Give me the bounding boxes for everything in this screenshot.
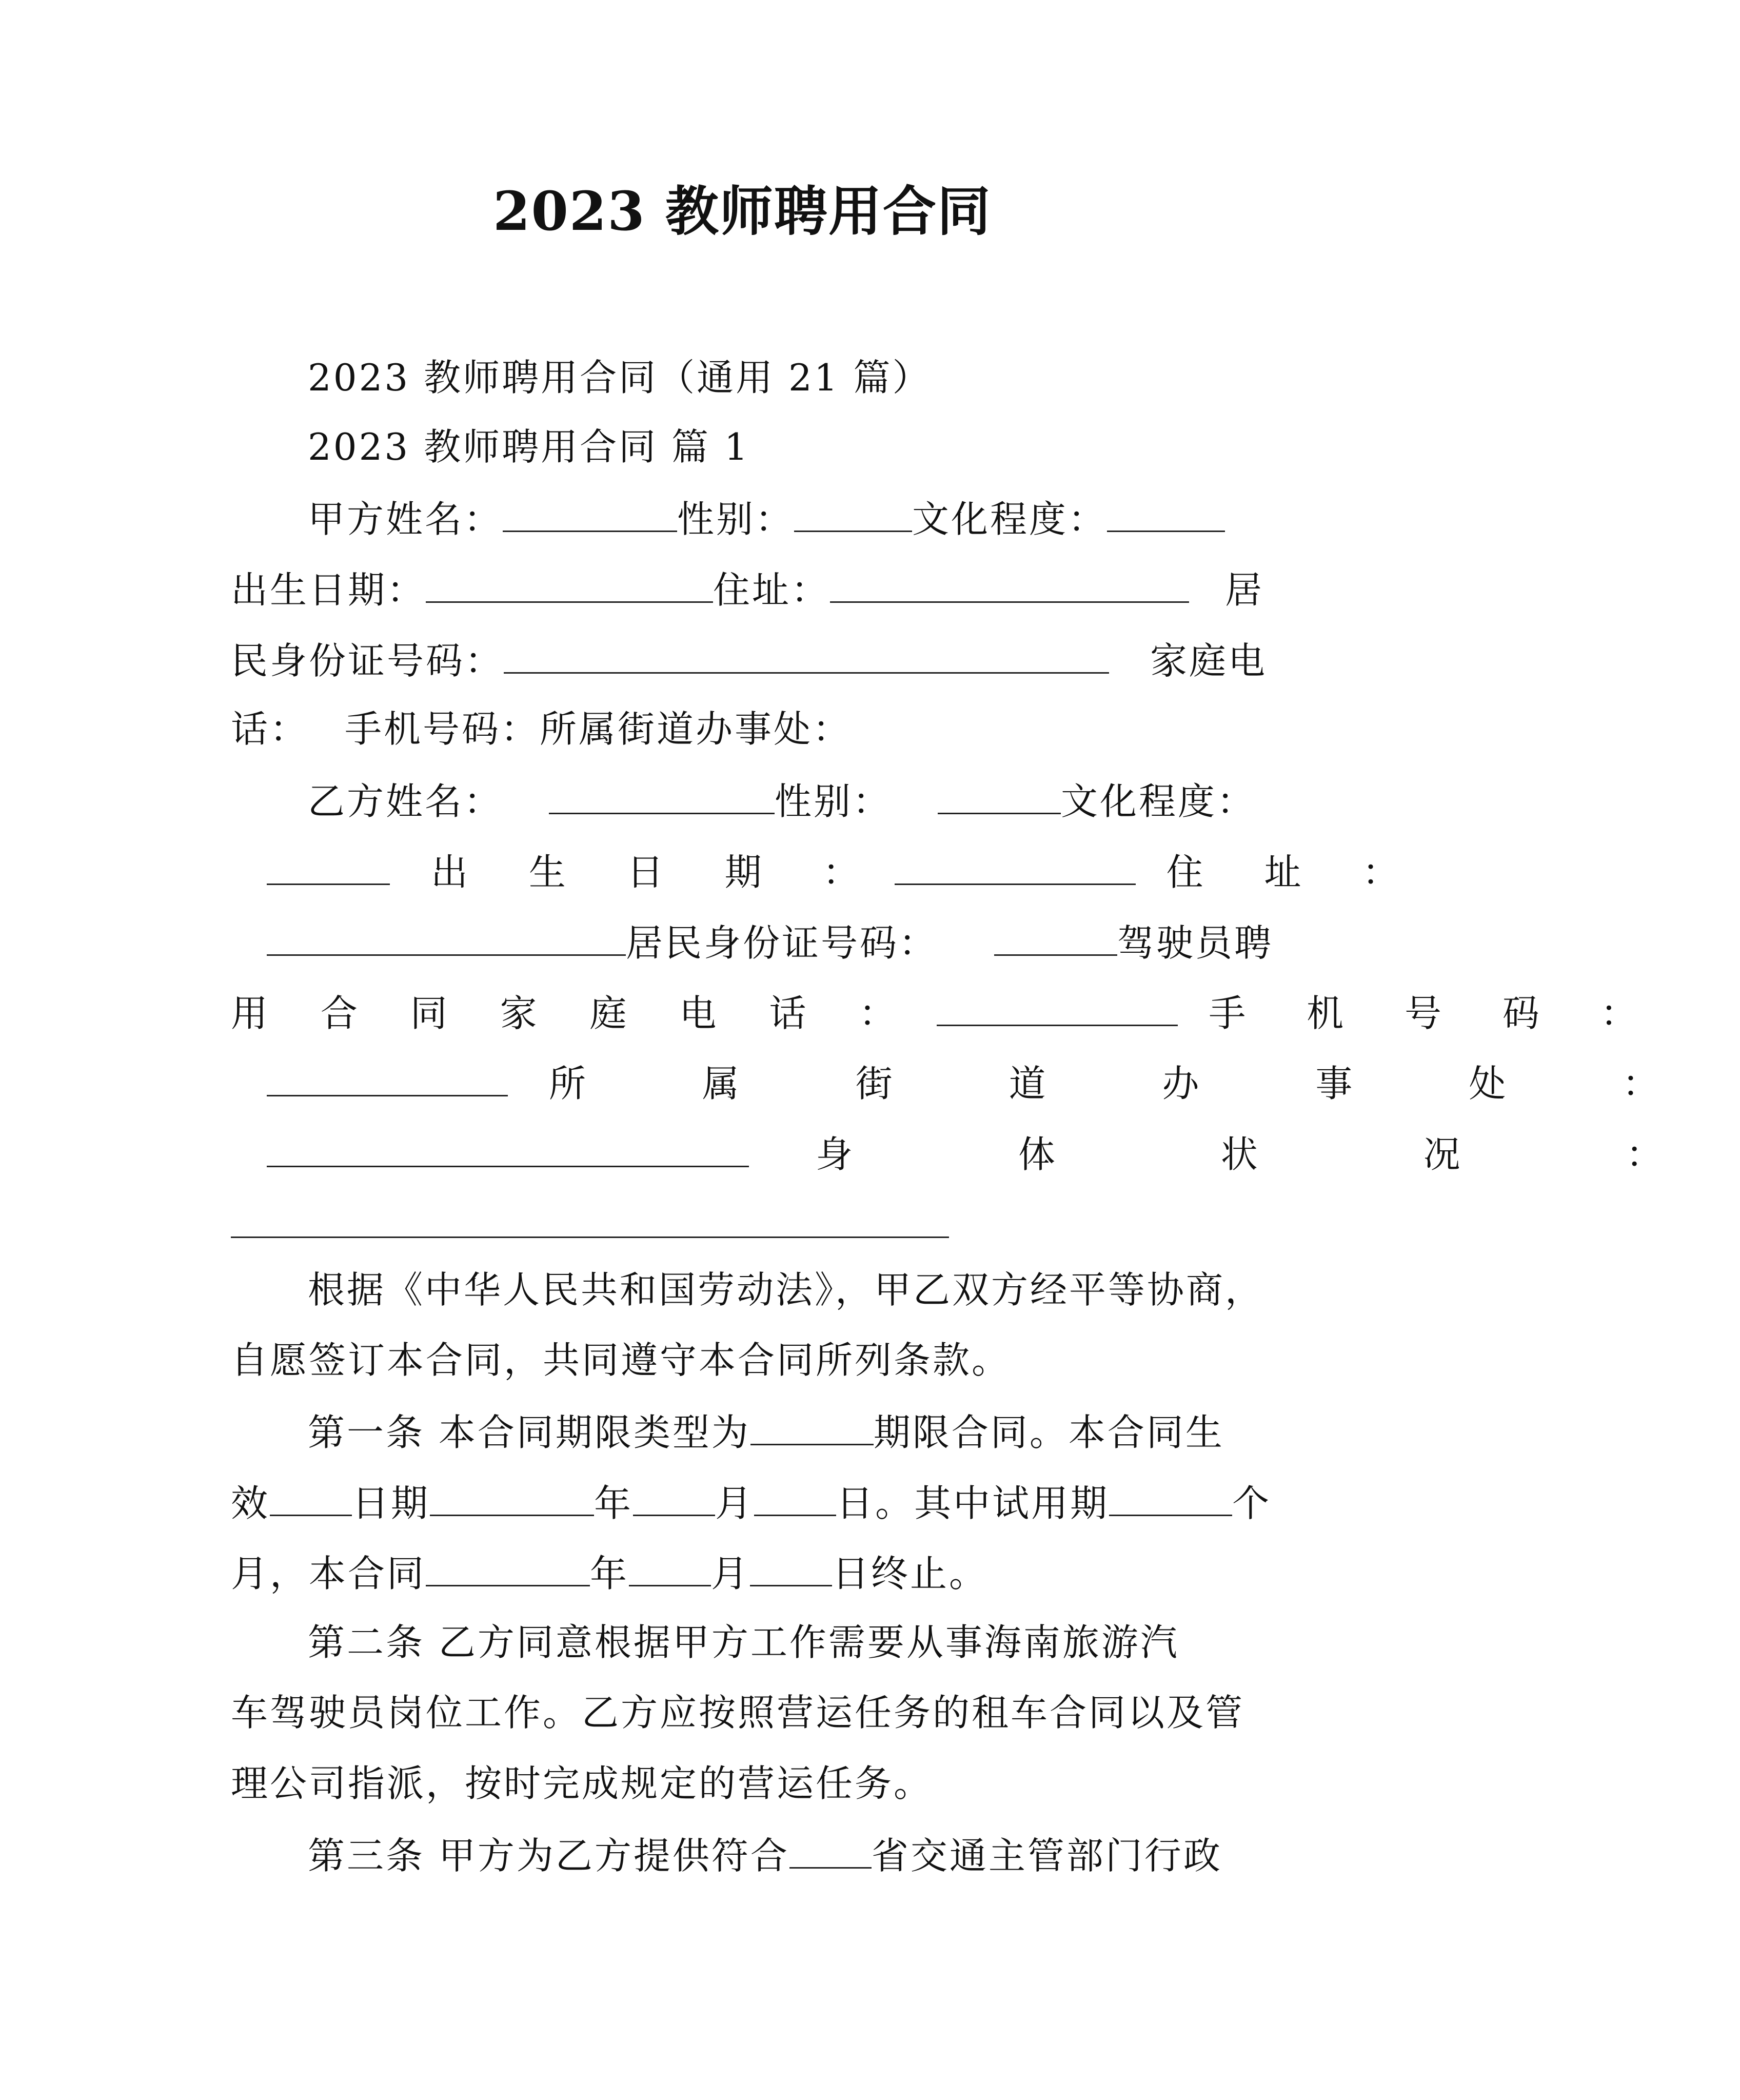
start-month-label: 月: [715, 1482, 755, 1525]
end-day-blank[interactable]: [750, 1553, 832, 1586]
party-b-health-blank[interactable]: [231, 1237, 949, 1238]
article-2-line-2: 车驾驶员岗位工作。乙方应按照营运任务的租车合同以及管: [231, 1691, 1245, 1734]
party-b-health-label: 身 体 状 况 ：: [816, 1133, 1740, 1176]
party-a-name-label: 甲方姓名：: [308, 498, 503, 541]
party-b-line-2: [231, 851, 1424, 894]
party-b-mobile-label: 手 机 号 码 ：: [1209, 992, 1662, 1035]
party-a-address-label: 住址：: [713, 568, 831, 612]
end-day-label: 日终止。: [832, 1552, 988, 1595]
document-title: 2023 教师聘用合同: [493, 180, 992, 243]
party-b-education-blank[interactable]: [267, 852, 390, 885]
party-a-line-1: [308, 498, 1267, 541]
party-b-education-label: 文化程度：: [1061, 780, 1256, 823]
party-b-line-1: [308, 780, 1267, 823]
probation-label: 日。其中试用期: [836, 1482, 1110, 1525]
party-a-gender-label: 性别：: [677, 498, 795, 541]
article-3-text-a: 第三条 甲方为乙方提供符合: [308, 1834, 789, 1877]
party-b-line-4: [231, 992, 1662, 1035]
start-year-label: 年: [594, 1482, 634, 1525]
party-a-id-blank[interactable]: [504, 640, 1109, 674]
article-1-end-label: 月，本合同: [231, 1552, 426, 1595]
party-a-mobile-office-labels: 手机号码：所属街道办事处：: [345, 708, 852, 751]
probation-months-blank[interactable]: [1109, 1483, 1232, 1516]
article-3-line-1: [308, 1834, 1267, 1877]
start-day-blank[interactable]: [754, 1483, 836, 1516]
party-b-name-label: 乙方姓名：: [308, 780, 503, 823]
document-subtitle: 2023 教师聘用合同（通用 21 篇）: [308, 356, 932, 399]
start-month-blank[interactable]: [633, 1483, 715, 1516]
party-a-line-4: [231, 708, 1267, 751]
party-b-mobile-blank[interactable]: [267, 1063, 508, 1096]
party-a-name-blank[interactable]: [503, 499, 677, 532]
end-month-label: 月: [711, 1552, 750, 1595]
party-b-line-3: [231, 921, 1274, 965]
party-b-gender-blank[interactable]: [938, 781, 1061, 814]
party-b-line-6: [231, 1133, 1740, 1176]
party-b-name-blank[interactable]: [549, 781, 775, 814]
party-a-gender-blank[interactable]: [794, 499, 912, 532]
end-month-blank[interactable]: [629, 1553, 711, 1586]
article-2-line-3: 理公司指派，按时完成规定的营运任务。: [231, 1762, 933, 1805]
party-b-id-label: 居民身份证号码：: [626, 921, 938, 965]
probation-unit-label: 个: [1232, 1482, 1272, 1525]
party-b-office-blank[interactable]: [267, 1134, 749, 1167]
party-a-home-phone-label: 话：: [231, 708, 309, 751]
party-b-home-phone-blank[interactable]: [937, 993, 1178, 1026]
article-2-line-1: 第二条 乙方同意根据甲方工作需要从事海南旅游汽: [308, 1621, 1179, 1664]
party-b-home-phone-label: 用 合 同 家 庭 电 话 ：: [231, 992, 917, 1035]
party-b-birth-blank[interactable]: [895, 852, 1136, 885]
article-3-text-b: 省交通主管部门行政: [871, 1834, 1222, 1877]
party-b-birth-label: 出 生 日 期 ：: [431, 851, 884, 894]
party-a-home-phone-label-start: 家庭电: [1150, 639, 1268, 682]
article-1-line-3: [231, 1552, 1267, 1595]
start-year-blank[interactable]: [430, 1483, 594, 1516]
section-heading: 2023 教师聘用合同 篇 1: [308, 425, 750, 468]
party-a-education-blank[interactable]: [1107, 499, 1225, 532]
party-a-line-3: [231, 639, 1268, 682]
article-1-text-a: 第一条 本合同期限类型为: [308, 1411, 750, 1454]
end-year-blank[interactable]: [426, 1553, 590, 1586]
party-a-id-label-start: 居: [1225, 568, 1264, 612]
article-1-line-2: [231, 1482, 1272, 1525]
article-1-line-1: [308, 1411, 1267, 1454]
party-a-birth-label: 出生日期：: [231, 568, 426, 612]
party-b-address-label: 住 址 ：: [1166, 851, 1424, 894]
party-b-address-blank[interactable]: [267, 923, 626, 956]
party-b-office-label: 所 属 街 道 办 事 处 ：: [549, 1062, 1712, 1105]
party-a-birth-blank[interactable]: [426, 570, 713, 603]
party-b-line-5: [231, 1062, 1712, 1105]
party-b-driver-label-start: 驾驶员聘: [1117, 921, 1274, 965]
party-a-id-label: 民身份证号码：: [231, 639, 504, 682]
end-year-label: 年: [590, 1552, 629, 1595]
contract-type-blank[interactable]: [750, 1412, 874, 1445]
province-blank[interactable]: [789, 1835, 872, 1869]
party-a-education-label: 文化程度：: [912, 498, 1108, 541]
party-a-line-2: [231, 568, 1267, 612]
party-a-address-blank[interactable]: [830, 570, 1189, 603]
party-b-gender-label: 性别：: [775, 780, 892, 823]
article-1-effective-label: 效: [231, 1482, 270, 1525]
intro-line-2: 自愿签订本合同，共同遵守本合同所列条款。: [231, 1339, 1011, 1382]
effective-prefix-blank[interactable]: [270, 1483, 352, 1516]
party-b-id-blank[interactable]: [994, 923, 1117, 956]
article-1-text-b: 期限合同。本合同生: [873, 1411, 1224, 1454]
intro-line-1: 根据《中华人民共和国劳动法》，甲乙双方经平等协商，: [308, 1268, 1264, 1311]
article-1-date-label: 日期: [352, 1482, 430, 1525]
